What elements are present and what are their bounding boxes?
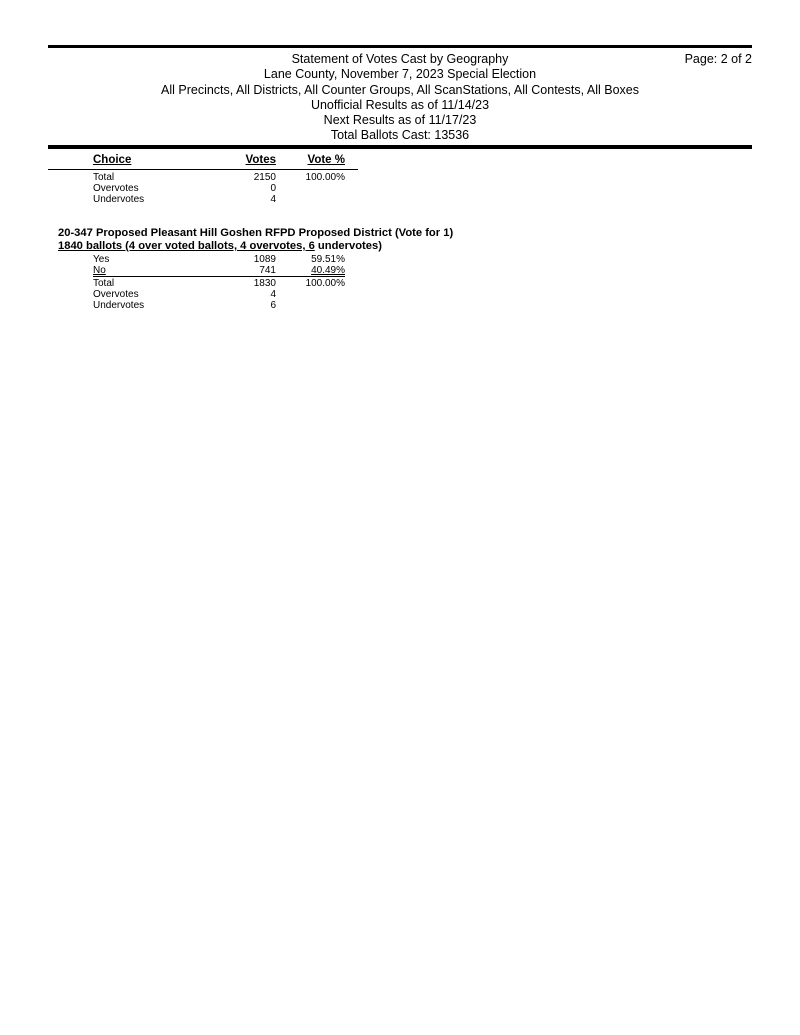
row-choice: Total	[93, 172, 115, 183]
row-votes: 4	[270, 194, 276, 205]
row-choice: Overvotes	[93, 289, 139, 300]
row-choice: Undervotes	[93, 300, 145, 311]
contest-ballot-summary	[58, 240, 382, 253]
column-headers	[48, 152, 358, 170]
row-votes: 0	[270, 183, 276, 194]
contest-title: 20-347 Proposed Pleasant Hill Goshen RFPD Proposed District (Vote for 1)	[58, 227, 454, 239]
table-row	[48, 172, 358, 183]
report-title: Statement of Votes Cast by Geography	[291, 52, 509, 66]
filter-scope: All Precincts, All Districts, All Counter Groups, All ScanStations, All Contests, All Boxes	[161, 82, 639, 97]
table-row	[48, 300, 358, 311]
total-ballots-cast: Total Ballots Cast: 13536	[330, 128, 470, 143]
row-votes: 6	[270, 300, 276, 311]
row-votes: 741	[259, 265, 276, 276]
row-choice: Undervotes	[93, 194, 145, 205]
table-row	[48, 278, 358, 289]
row-choice: Yes	[93, 254, 110, 265]
contest-results-table	[48, 254, 358, 311]
row-percent: 100.00%	[305, 278, 345, 289]
table-row	[48, 265, 358, 276]
row-votes: 2150	[253, 172, 276, 183]
row-percent: 100.00%	[305, 172, 345, 183]
next-results: Next Results as of 11/17/23	[323, 113, 477, 128]
table-row	[48, 194, 358, 205]
results-status: Unofficial Results as of 11/14/23	[310, 97, 490, 112]
ballot-summary-underlined: 1840 ballots (4 over voted ballots, 4 overvotes, 6	[58, 240, 315, 252]
votes-column-header: Votes	[245, 154, 276, 166]
row-choice: Overvotes	[93, 183, 139, 194]
header-bottom-rule	[48, 145, 752, 149]
page-number: Page: 2 of 2	[684, 52, 752, 66]
vote-percent-column-header: Vote %	[307, 154, 345, 166]
table-row	[48, 289, 358, 300]
row-votes: 4	[270, 289, 276, 300]
table-row	[48, 254, 358, 265]
row-percent: 40.49%	[311, 265, 345, 276]
report-header	[48, 52, 752, 144]
row-choice: Total	[93, 278, 115, 289]
election-name: Lane County, November 7, 2023 Special Election	[263, 67, 537, 82]
table-row	[48, 183, 358, 194]
ballot-summary-rest: undervotes)	[314, 240, 382, 252]
row-votes: 1089	[253, 254, 276, 265]
choice-column-header: Choice	[93, 154, 132, 166]
row-percent: 59.51%	[311, 254, 345, 265]
continued-contest-table	[48, 152, 358, 205]
header-top-rule	[48, 45, 752, 48]
row-votes: 1830	[253, 278, 276, 289]
subtotal-rule	[93, 276, 345, 277]
row-choice: No	[93, 265, 106, 276]
